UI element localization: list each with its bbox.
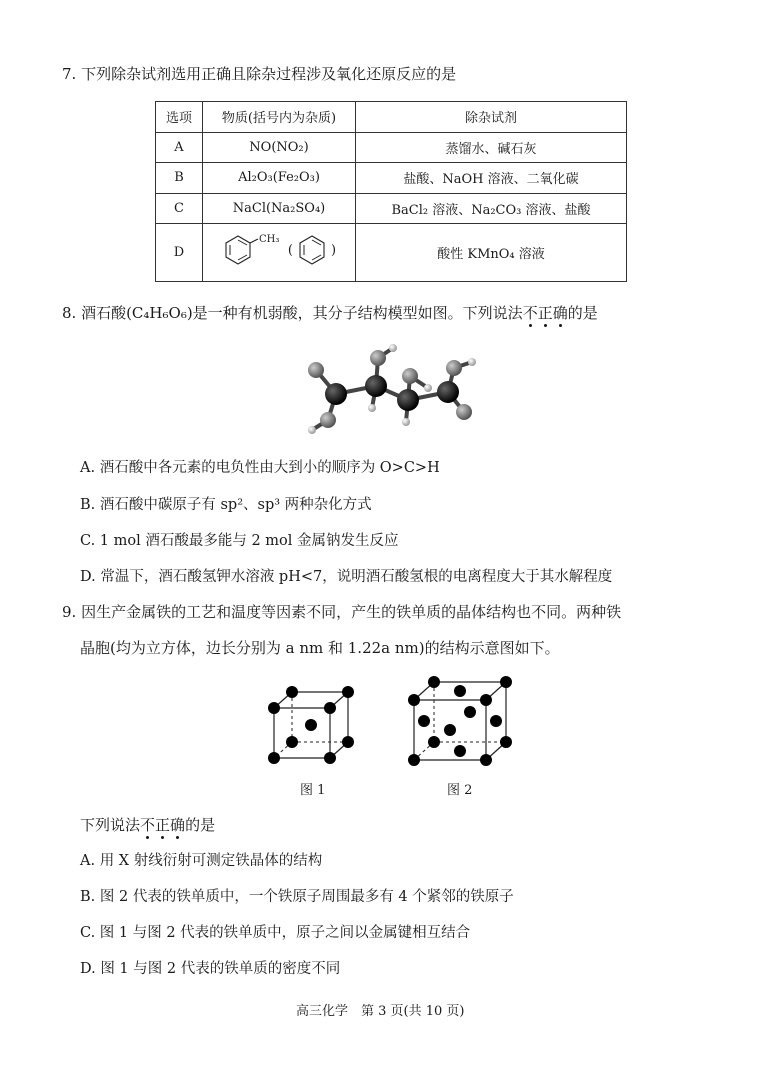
- ch3-label: CH₃: [258, 233, 280, 245]
- q9-option-b: B. 图 2 代表的铁单质中，一个铁原子周围最多有 4 个紧邻的铁原子: [80, 889, 514, 905]
- q8-stem-suffix: 的是: [567, 304, 598, 322]
- emphasis-char: 正: [537, 304, 553, 322]
- page-footer: 高三化学 第 3 页(共 10 页): [296, 1004, 465, 1019]
- row-substance: Al₂O₃(Fe₂O₃): [203, 163, 356, 194]
- table-row: [156, 193, 627, 224]
- row-label: C: [156, 193, 203, 224]
- row-substance: NaCl(Na₂SO₄): [203, 193, 356, 224]
- benzene-structure-icon: [297, 232, 327, 270]
- row-substance-structures: CH₃ ( ): [203, 224, 356, 282]
- row-reagent: BaCl₂ 溶液、Na₂CO₃ 溶液、盐酸: [356, 193, 627, 224]
- q9-sub-stem: [80, 814, 215, 835]
- table-row: [156, 132, 627, 163]
- figure-2-caption: 图 2: [447, 783, 473, 798]
- header-reagent: 除杂试剂: [356, 102, 627, 133]
- q9-stem-line2: 晶胞(均为立方体，边长分别为 a nm 和 1.22a nm)的结构示意图如下。: [80, 639, 560, 657]
- q8-stem-prefix: 8. 酒石酸(C₄H₆O₆)是一种有机弱酸，其分子结构模型如图。下列说法: [62, 304, 523, 322]
- q8-option-b: B. 酒石酸中碳原子有 sp²、sp³ 两种杂化方式: [80, 497, 372, 513]
- q8-option-a: A. 酒石酸中各元素的电负性由大到小的顺序为 O>C>H: [80, 460, 440, 476]
- q8-option-c: C. 1 mol 酒石酸最多能与 2 mol 金属钠发生反应: [80, 533, 399, 549]
- emphasis-char: 确: [170, 816, 186, 834]
- q9-stem-line1: 9. 因生产金属铁的工艺和温度等因素不同，产生的铁单质的晶体结构也不同。两种铁: [62, 603, 622, 621]
- row-reagent: 酸性 KMnO₄ 溶液: [356, 224, 627, 282]
- header-option: 选项: [156, 102, 203, 133]
- q7-table: [155, 101, 627, 282]
- tartaric-acid-model-icon: [288, 336, 488, 448]
- toluene-structure-icon: [222, 232, 284, 270]
- row-label: A: [156, 132, 203, 163]
- q9-option-c: C. 图 1 与图 2 代表的铁单质中，原子之间以金属键相互结合: [80, 925, 471, 941]
- figure-2-fcc-cell: [400, 672, 520, 772]
- row-label: B: [156, 163, 203, 194]
- row-reagent: 蒸馏水、碱石灰: [356, 132, 627, 163]
- emphasis-char: 不: [522, 304, 538, 322]
- table-header-row: [156, 102, 627, 133]
- table-row: [156, 163, 627, 194]
- figure-1-bcc-cell: [264, 680, 364, 770]
- emphasis-char: 确: [552, 304, 568, 322]
- q9-sub-prefix: 下列说法: [80, 816, 141, 834]
- q9-option-a: A. 用 X 射线衍射可测定铁晶体的结构: [80, 853, 323, 869]
- q7-stem: 7. 下列除杂试剂选用正确且除杂过程涉及氧化还原反应的是: [62, 65, 457, 83]
- q8-stem: [62, 302, 598, 323]
- row-label: D: [156, 224, 203, 282]
- q9-option-d: D. 图 1 与图 2 代表的铁单质的密度不同: [80, 961, 341, 977]
- header-substance: 物质(括号内为杂质): [203, 102, 356, 133]
- q9-sub-suffix: 的是: [185, 816, 216, 834]
- row-reagent: 盐酸、NaOH 溶液、二氧化碳: [356, 163, 627, 194]
- table-row: [156, 224, 627, 282]
- row-substance: NO(NO₂): [203, 132, 356, 163]
- q8-option-d: D. 常温下，酒石酸氢钾水溶液 pH<7，说明酒石酸氢根的电离程度大于其水解程度: [80, 569, 613, 585]
- figure-1-caption: 图 1: [300, 783, 326, 798]
- emphasis-char: 正: [155, 816, 171, 834]
- emphasis-char: 不: [140, 816, 156, 834]
